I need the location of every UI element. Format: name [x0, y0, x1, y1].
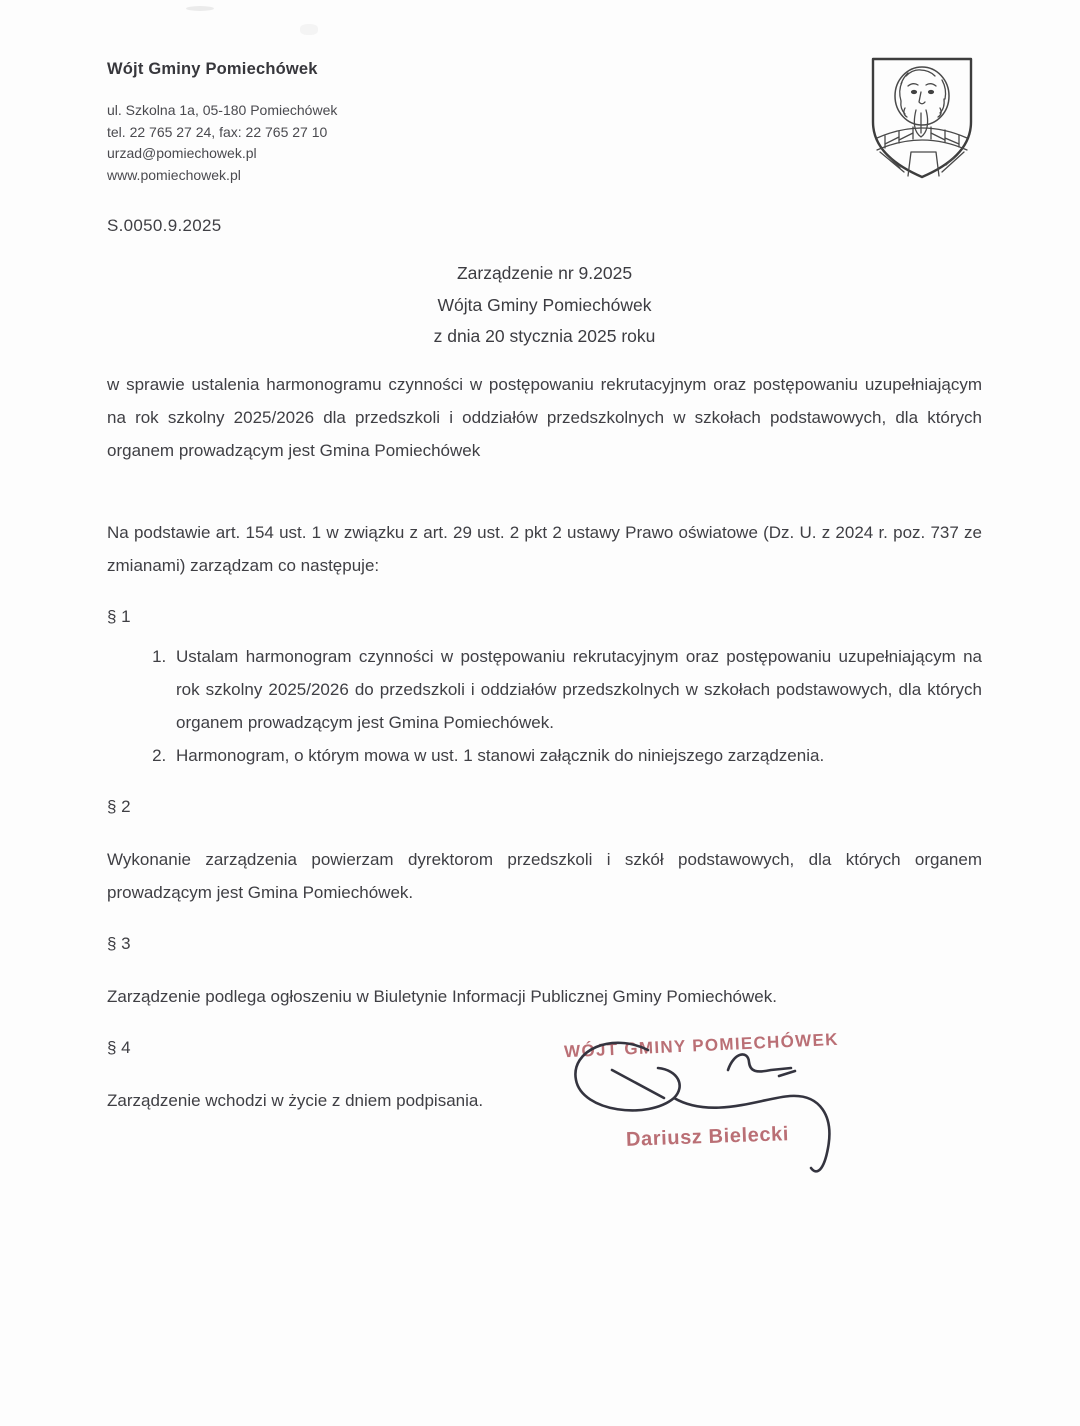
section-4-paragraph: Zarządzenie wchodzi w życie z dniem podpisania. [107, 1090, 484, 1110]
letterhead [107, 60, 982, 186]
stamp-title: WÓJT GMINY POMIECHÓWEK [563, 1029, 840, 1062]
section-mark-3: § 3 [107, 933, 131, 953]
list-item: 1. Ustalam harmonogram czynności w postępowaniu rekrutacyjnym oraz postępowaniu uzupełniającym na rok szkolny 2025/2026 do przedszkoli i oddziałów przedszkolnych w szkołach podstawowych, dla których organem prowadzącym jest Gmina Pomiechówek. [171, 640, 982, 739]
title-line: z dnia 20 stycznia 2025 roku [433, 326, 656, 346]
handwritten-signature-icon [552, 1024, 897, 1199]
reference-number: S.0050.9.2025 [107, 216, 222, 235]
section-mark-2: § 2 [107, 796, 131, 816]
sender-address [107, 100, 337, 186]
sender-block [107, 60, 337, 186]
section-1-list [107, 640, 982, 772]
list-item: 2. Harmonogram, o którym mowa w ust. 1 stanowi załącznik do niniejszego zarządzenia. [171, 739, 982, 772]
sender-name: Wójt Gminy Pomiechówek [107, 60, 318, 78]
address-line: ul. Szkolna 1a, 05-180 Pomiechówek [107, 102, 338, 118]
scan-smudge [300, 24, 318, 35]
signature-block [552, 1024, 897, 1199]
legal-basis-paragraph: Na podstawie art. 154 ust. 1 w związku z art. 29 ust. 2 pkt 2 ustawy Prawo oświatowe (Dz. U. z 2024 r. poz. 737 ze zmianami) zarządzam co następuje: [107, 522, 982, 575]
coat-of-arms-icon [864, 52, 980, 184]
title-line: Zarządzenie nr 9.2025 [456, 263, 633, 283]
scan-smudge [186, 6, 214, 11]
section-mark-4: § 4 [107, 1037, 131, 1057]
title-line: Wójta Gminy Pomiechówek [437, 294, 652, 315]
stamp-name: Dariusz Bielecki [625, 1123, 790, 1151]
section-mark-1: § 1 [107, 606, 131, 626]
section-3-paragraph: Zarządzenie podlega ogłoszeniu w Biuletynie Informacji Publicznej Gminy Pomiechówek. [107, 986, 777, 1006]
address-line: www.pomiechowek.pl [107, 166, 241, 183]
address-line: tel. 22 765 27 24, fax: 22 765 27 10 [107, 123, 328, 140]
subject-paragraph: w sprawie ustalenia harmonogramu czynności w postępowaniu rekrutacyjnym oraz postępowaniu uzupełniającym na rok szkolny 2025/2026 dla przedszkoli i oddziałów przedszkolnych w szkołach podstawowych, dla których organem prowadzącym jest Gmina Pomiechówek [107, 374, 982, 460]
document-title [107, 258, 982, 353]
address-line: urzad@pomiechowek.pl [107, 145, 257, 161]
section-2-paragraph: Wykonanie zarządzenia powierzam dyrektorom przedszkoli i szkół podstawowych, dla których organem prowadzącym jest Gmina Pomiechówek. [107, 849, 982, 902]
